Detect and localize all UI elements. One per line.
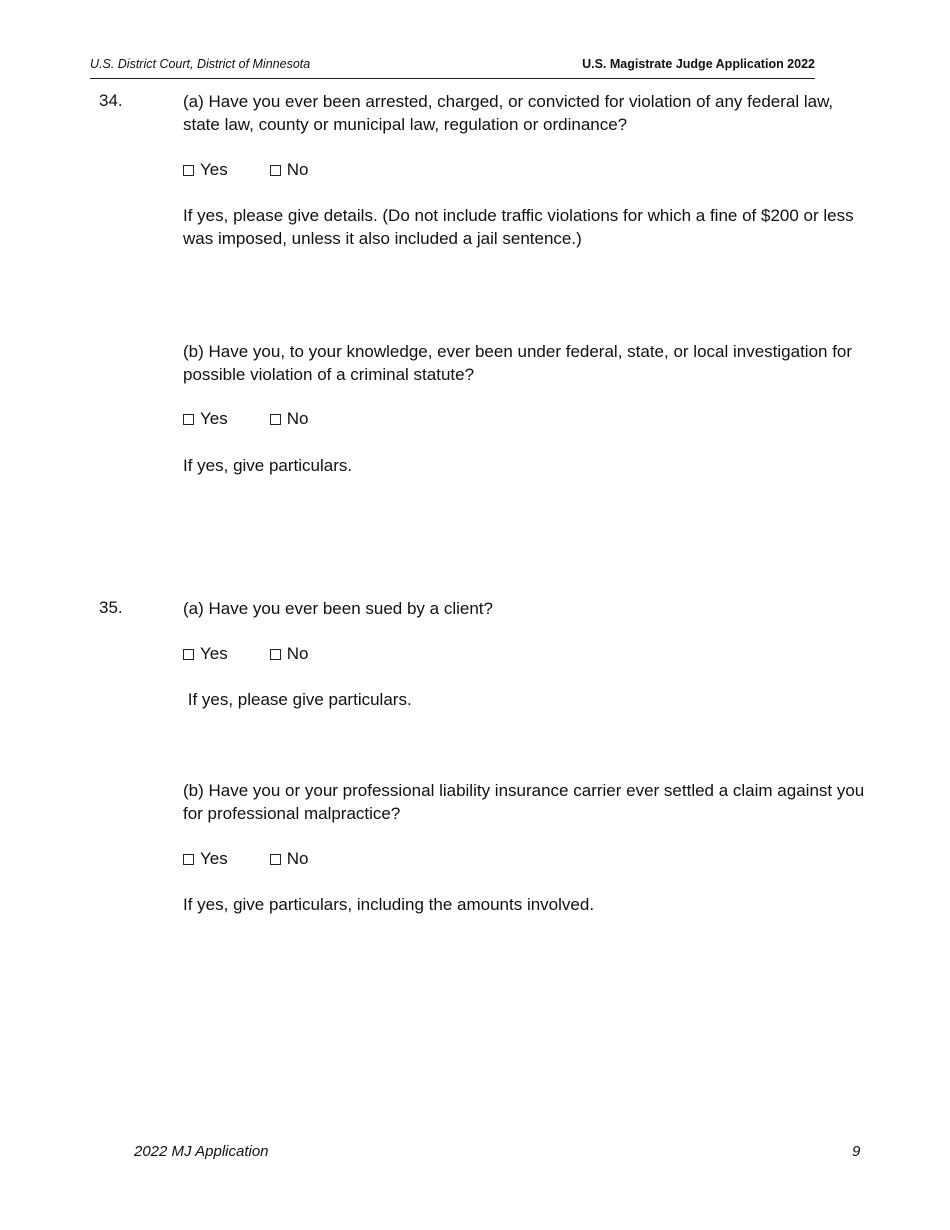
question-34-number: 34. <box>99 91 123 110</box>
no-label: No <box>286 644 309 663</box>
question-34b-text: (b) Have you, to your knowledge, ever been under federal, state, or local investigation for possible violation of a criminal statute? <box>183 342 853 384</box>
checkbox-icon[interactable] <box>270 414 281 425</box>
question-34a-yes-option[interactable] <box>183 160 228 180</box>
checkbox-icon[interactable] <box>183 649 194 660</box>
yes-label: Yes <box>200 409 228 428</box>
header-court-name: U.S. District Court, District of Minnesota <box>90 57 311 71</box>
question-35b-no-option[interactable] <box>270 849 309 869</box>
header-divider <box>90 78 815 79</box>
no-label: No <box>286 849 309 868</box>
question-34b-followup: If yes, give particulars. <box>183 456 353 475</box>
question-34b-no-option[interactable] <box>270 409 309 429</box>
no-label: No <box>286 160 309 179</box>
yes-label: Yes <box>200 160 228 179</box>
question-35a-followup: If yes, please give particulars. <box>183 690 412 709</box>
yes-label: Yes <box>200 849 228 868</box>
checkbox-icon[interactable] <box>183 854 194 865</box>
checkbox-icon[interactable] <box>270 854 281 865</box>
checkbox-icon[interactable] <box>270 165 281 176</box>
question-34a-followup: If yes, please give details. (Do not include traffic violations for which a fine of $200 or less was imposed, unless it also included a jail sentence.) <box>183 206 854 248</box>
yes-label: Yes <box>200 644 228 663</box>
question-35a-yes-option[interactable] <box>183 644 228 664</box>
question-34b-options <box>183 409 308 429</box>
question-34a-text: (a) Have you ever been arrested, charged, or convicted for violation of any federal law, state law, county or municipal law, regulation or ordinance? <box>183 92 834 134</box>
question-35a-no-option[interactable] <box>270 644 309 664</box>
question-34a-no-option[interactable] <box>270 160 309 180</box>
page-number: 9 <box>852 1143 861 1160</box>
checkbox-icon[interactable] <box>183 414 194 425</box>
footer-document-name: 2022 MJ Application <box>134 1143 269 1160</box>
question-35-number: 35. <box>99 598 123 617</box>
question-35b-text: (b) Have you or your professional liability insurance carrier ever settled a claim against you for professional malpractice? <box>183 781 865 823</box>
question-35b-yes-option[interactable] <box>183 849 228 869</box>
question-35a-options <box>183 644 308 664</box>
question-35b-followup: If yes, give particulars, including the amounts involved. <box>183 895 595 914</box>
checkbox-icon[interactable] <box>183 165 194 176</box>
question-34a-options <box>183 160 308 180</box>
question-35b-options <box>183 849 308 869</box>
question-34b-yes-option[interactable] <box>183 409 228 429</box>
header-application-title: U.S. Magistrate Judge Application 2022 <box>582 57 815 71</box>
checkbox-icon[interactable] <box>270 649 281 660</box>
no-label: No <box>286 409 309 428</box>
question-35a-text: (a) Have you ever been sued by a client? <box>183 599 493 618</box>
